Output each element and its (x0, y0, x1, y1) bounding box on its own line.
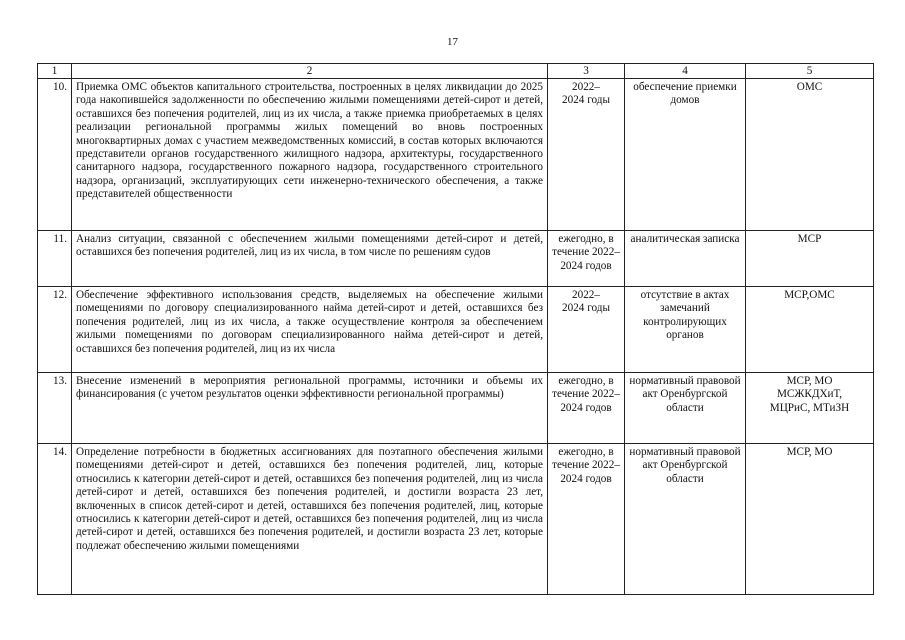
row-number: 12. (38, 287, 72, 373)
measure-result: обеспечение приемки домов (625, 79, 746, 231)
measure-period: ежегодно, в течение 2022–2024 годов (548, 373, 625, 444)
measures-table (37, 63, 874, 595)
measure-executor: МСР,ОМС (746, 287, 874, 373)
measure-executor: МСР (746, 231, 874, 287)
measure-executor (746, 373, 874, 444)
measure-result: аналитическая записка (625, 231, 746, 287)
measure-description: Обеспечение эффективного использования средств, выделяемых на обеспечение жилыми помещениями по договору специализированного найма детей-сирот и детей, оставшихся без попечения родителей, лиц из их числа, а также осуществление контроля за обеспечением жилыми помещениями по договорам специализированного найма детей-сирот и детей, оставшихся без попечения родителей, лиц из их числа (72, 287, 548, 373)
measure-period: ежегодно, в течение 2022–2024 годов (548, 231, 625, 287)
row-number: 13. (38, 373, 72, 444)
table-row (38, 79, 874, 231)
measure-result: отсутствие в актах замечаний контролирующих органов (625, 287, 746, 373)
measure-period: ежегодно, в течение 2022–2024 годов (548, 444, 625, 595)
executor-line: МСР, МО (786, 375, 833, 387)
row-number: 14. (38, 444, 72, 595)
measure-result: нормативный правовой акт Оренбургской области (625, 373, 746, 444)
table-row (38, 231, 874, 287)
table-row (38, 444, 874, 595)
column-number-header-row (38, 64, 874, 79)
table-row (38, 373, 874, 444)
measure-executor: МСР, МО (746, 444, 874, 595)
row-number: 10. (38, 79, 72, 231)
measure-description: Приемка ОМС объектов капитального строительства, построенных в целях ликвидации до 2025 года накопившейся задолженности по обеспечению жилыми помещениями детей-сирот и детей, оставшихся без попечения родителей, лиц из их числа, а также приемка приобретаемых в целях реализации региональной программы жилых помещений во вновь построенных многоквартирных домах с участием межведомственных комиссий, в состав которых включаются представители органов государственного жилищного надзора, архитектуры, государственного санитарного надзора, государственного пожарного надзора, государственного строительного надзора, организаций, эксплуатирующих сети инженерно-технического обеспечения, а также представителей общественности (72, 79, 548, 231)
measure-description: Анализ ситуации, связанной с обеспечением жилыми помещениями детей-сирот и детей, оставшихся без попечения родителей, лиц из их числа, в том числе по решениям судов (72, 231, 548, 287)
measure-executor: ОМС (746, 79, 874, 231)
measure-description: Внесение изменений в мероприятия региональной программы, источники и объемы их финансирования (с учетом результатов оценки эффективности региональной программы) (72, 373, 548, 444)
measure-description: Определение потребности в бюджетных ассигнованиях для поэтапного обеспечения жилыми помещениями детей-сирот и детей, оставшихся без попечения родителей, лиц, которые относились к категории детей-сирот и детей, оставшихся без попечения родителей, лиц из числа детей-сирот и детей, оставшихся без попечения родителей, и достигли возраста 23 лет, включенных в список детей-сирот и детей, оставшихся без попечения родителей, лиц, которые относились к категории детей-сирот и детей, оставшихся без попечения родителей, лиц из числа детей-сирот и детей, оставшихся без попечения родителей, и достигли возраста 23 лет, которые подлежат обеспечению жилыми помещениями (72, 444, 548, 595)
column-header-4: 4 (625, 64, 746, 79)
row-number: 11. (38, 231, 72, 287)
executor-line: МЦРиС, МТиЗН (769, 401, 850, 414)
measure-period: 2022– 2024 годы (548, 287, 625, 373)
column-header-1: 1 (38, 64, 72, 79)
table-row (38, 287, 874, 373)
measure-period: 2022– 2024 годы (548, 79, 625, 231)
column-header-5: 5 (746, 64, 874, 79)
page-number: 17 (447, 36, 458, 48)
measure-result: нормативный правовой акт Оренбургской области (625, 444, 746, 595)
column-header-3: 3 (548, 64, 625, 79)
executor-line: МСЖКДХиТ, (776, 388, 843, 401)
column-header-2: 2 (72, 64, 548, 79)
